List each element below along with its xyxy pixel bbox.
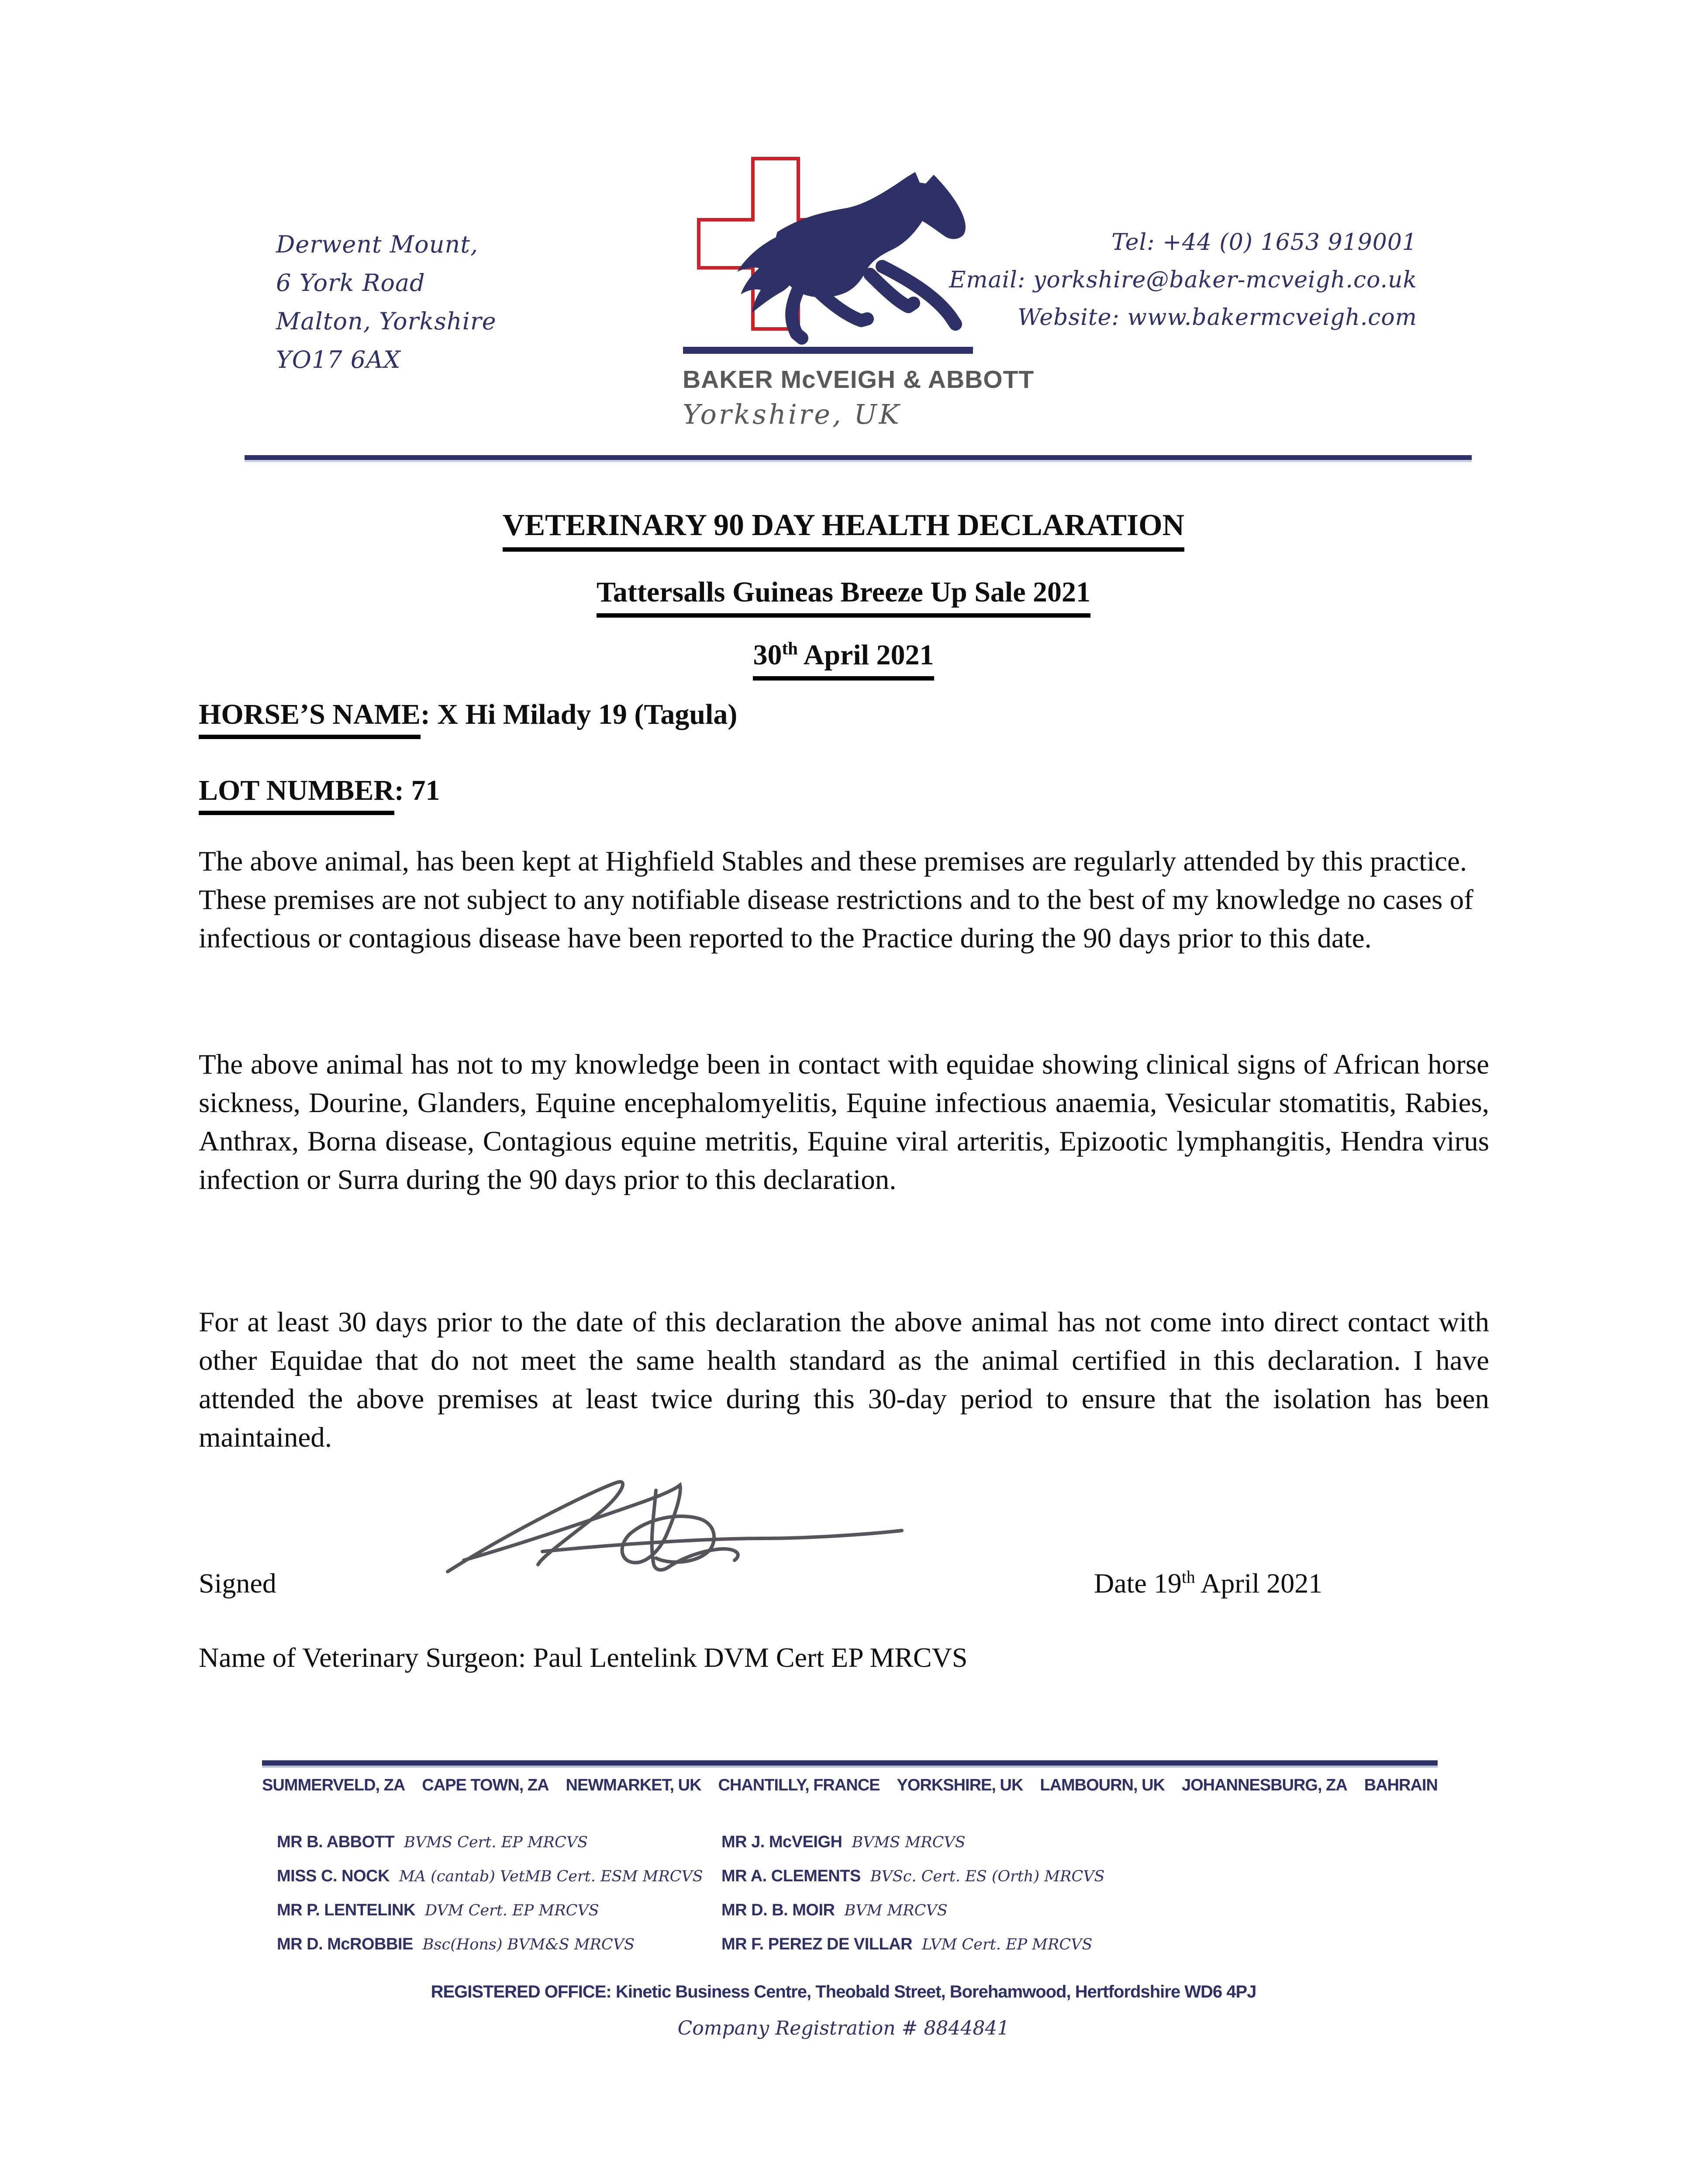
paragraph-diseases: The above animal has not to my knowledge been in contact with equidae showing clinical signs of African horse sickness, Dourine, Glanders, Equine encephalomyelitis, Equine infectious anaemia, Vesicular stomatitis, Rabies, Anthrax, Borna disease, Contagious equine metritis, Equine viral arteritis, Epizootic lymphangitis, Hendra virus infection or Surra during the 90 days prior to this declaration. bbox=[199, 1049, 1489, 1196]
staff-member bbox=[721, 1935, 1105, 1969]
horse-name-value: : X Hi Milady 19 (Tagula) bbox=[420, 698, 738, 730]
practice-location: Yorkshire, UK bbox=[683, 398, 901, 430]
staff-name: MR D. B. MOIR bbox=[721, 1901, 835, 1919]
staff-qualifications: Bsc(Hons) BVM&S MRCVS bbox=[422, 1936, 635, 1953]
staff-member bbox=[277, 1935, 703, 1969]
staff-member bbox=[721, 1901, 1105, 1935]
staff-member bbox=[277, 1901, 703, 1935]
address-line: YO17 6AX bbox=[276, 346, 401, 373]
footer-divider bbox=[262, 1760, 1438, 1768]
practice-contact bbox=[949, 224, 1417, 336]
staff-list-right bbox=[721, 1833, 1105, 1969]
signed-label: Signed bbox=[199, 1568, 276, 1599]
signature-scribble bbox=[411, 1476, 917, 1581]
location-item: NEWMARKET, UK bbox=[566, 1776, 701, 1794]
declaration-date: 30th April 2021 bbox=[0, 639, 1687, 681]
lot-number-line bbox=[199, 774, 440, 815]
contact-line: Website: www.bakermcveigh.com bbox=[1018, 304, 1417, 331]
document-title: VETERINARY 90 DAY HEALTH DECLARATION bbox=[0, 508, 1687, 552]
location-item: YORKSHIRE, UK bbox=[897, 1776, 1023, 1794]
address-line: Malton, Yorkshire bbox=[276, 308, 497, 335]
staff-name: MR J. McVEIGH bbox=[721, 1833, 842, 1851]
vet-surgeon-line: Name of Veterinary Surgeon: Paul Lentelink DVM Cert EP MRCVS bbox=[199, 1642, 968, 1673]
lot-number-label: LOT NUMBER bbox=[199, 774, 394, 815]
address-line: 6 York Road bbox=[276, 269, 425, 297]
sale-subtitle: Tattersalls Guineas Breeze Up Sale 2021 bbox=[0, 576, 1687, 618]
header-divider bbox=[245, 455, 1472, 462]
lot-number-value: : 71 bbox=[394, 774, 440, 806]
staff-name: MR B. ABBOTT bbox=[277, 1833, 395, 1851]
horse-name-label: HORSE’S NAME bbox=[199, 698, 421, 739]
staff-qualifications: BVM MRCVS bbox=[844, 1902, 948, 1919]
staff-name: MR D. McROBBIE bbox=[277, 1935, 413, 1953]
paragraph-isolation: For at least 30 days prior to the date of this declaration the above animal has not come into direct contact with other Equidae that do not meet the same health standard as the animal certified in this declaration. I have attended the above premises at least twice during this 30-day period to ensure that the isolation has been maintained. bbox=[199, 1306, 1489, 1453]
contact-line: Email: yorkshire@baker-mcveigh.co.uk bbox=[949, 267, 1417, 293]
company-registration: Company Registration # 8844841 bbox=[677, 2017, 1010, 2039]
staff-member bbox=[277, 1867, 703, 1901]
location-item: BAHRAIN bbox=[1364, 1776, 1438, 1794]
address-line: Derwent Mount, bbox=[276, 231, 479, 258]
staff-name: MR P. LENTELINK bbox=[277, 1901, 415, 1919]
staff-list-left bbox=[277, 1833, 703, 1969]
staff-member bbox=[277, 1833, 703, 1867]
staff-qualifications: BVMS MRCVS bbox=[852, 1834, 966, 1851]
staff-qualifications: BVMS Cert. EP MRCVS bbox=[404, 1834, 588, 1851]
logo-underline bbox=[683, 347, 973, 354]
location-item: CAPE TOWN, ZA bbox=[422, 1776, 549, 1794]
staff-name: MR A. CLEMENTS bbox=[721, 1867, 861, 1885]
staff-qualifications: DVM Cert. EP MRCVS bbox=[424, 1902, 599, 1919]
location-item: LAMBOURN, UK bbox=[1040, 1776, 1165, 1794]
registered-office: REGISTERED OFFICE: Kinetic Business Centre, Theobald Street, Borehamwood, Hertfordshire WD6 4PJ bbox=[431, 1982, 1256, 2001]
signature-date: Date 19th April 2021 bbox=[1094, 1567, 1323, 1599]
staff-member bbox=[721, 1833, 1105, 1867]
practice-locations bbox=[262, 1776, 1438, 1795]
staff-name: MR F. PEREZ DE VILLAR bbox=[721, 1935, 913, 1953]
practice-name: BAKER McVEIGH & ABBOTT bbox=[683, 366, 1035, 394]
practice-logo bbox=[673, 139, 1004, 357]
horse-name-line bbox=[199, 698, 737, 739]
practice-address bbox=[276, 225, 497, 379]
location-item: CHANTILLY, FRANCE bbox=[718, 1776, 880, 1794]
staff-member bbox=[721, 1867, 1105, 1901]
staff-qualifications: LVM Cert. EP MRCVS bbox=[922, 1936, 1093, 1953]
staff-qualifications: MA (cantab) VetMB Cert. ESM MRCVS bbox=[399, 1868, 703, 1885]
location-item: JOHANNESBURG, ZA bbox=[1181, 1776, 1347, 1794]
paragraph-premises: The above animal, has been kept at Highfield Stables and these premises are regularly attended by this practice. These premises are not subject to any notifiable disease restrictions and to the best of my knowledge no cases of infectious or contagious disease have been reported to the Practice during the 90 days prior to this date. bbox=[199, 846, 1473, 954]
staff-name: MISS C. NOCK bbox=[277, 1867, 390, 1885]
staff-qualifications: BVSc. Cert. ES (Orth) MRCVS bbox=[870, 1868, 1105, 1885]
location-item: SUMMERVELD, ZA bbox=[262, 1776, 405, 1794]
contact-line: Tel: +44 (0) 1653 919001 bbox=[1111, 229, 1417, 256]
